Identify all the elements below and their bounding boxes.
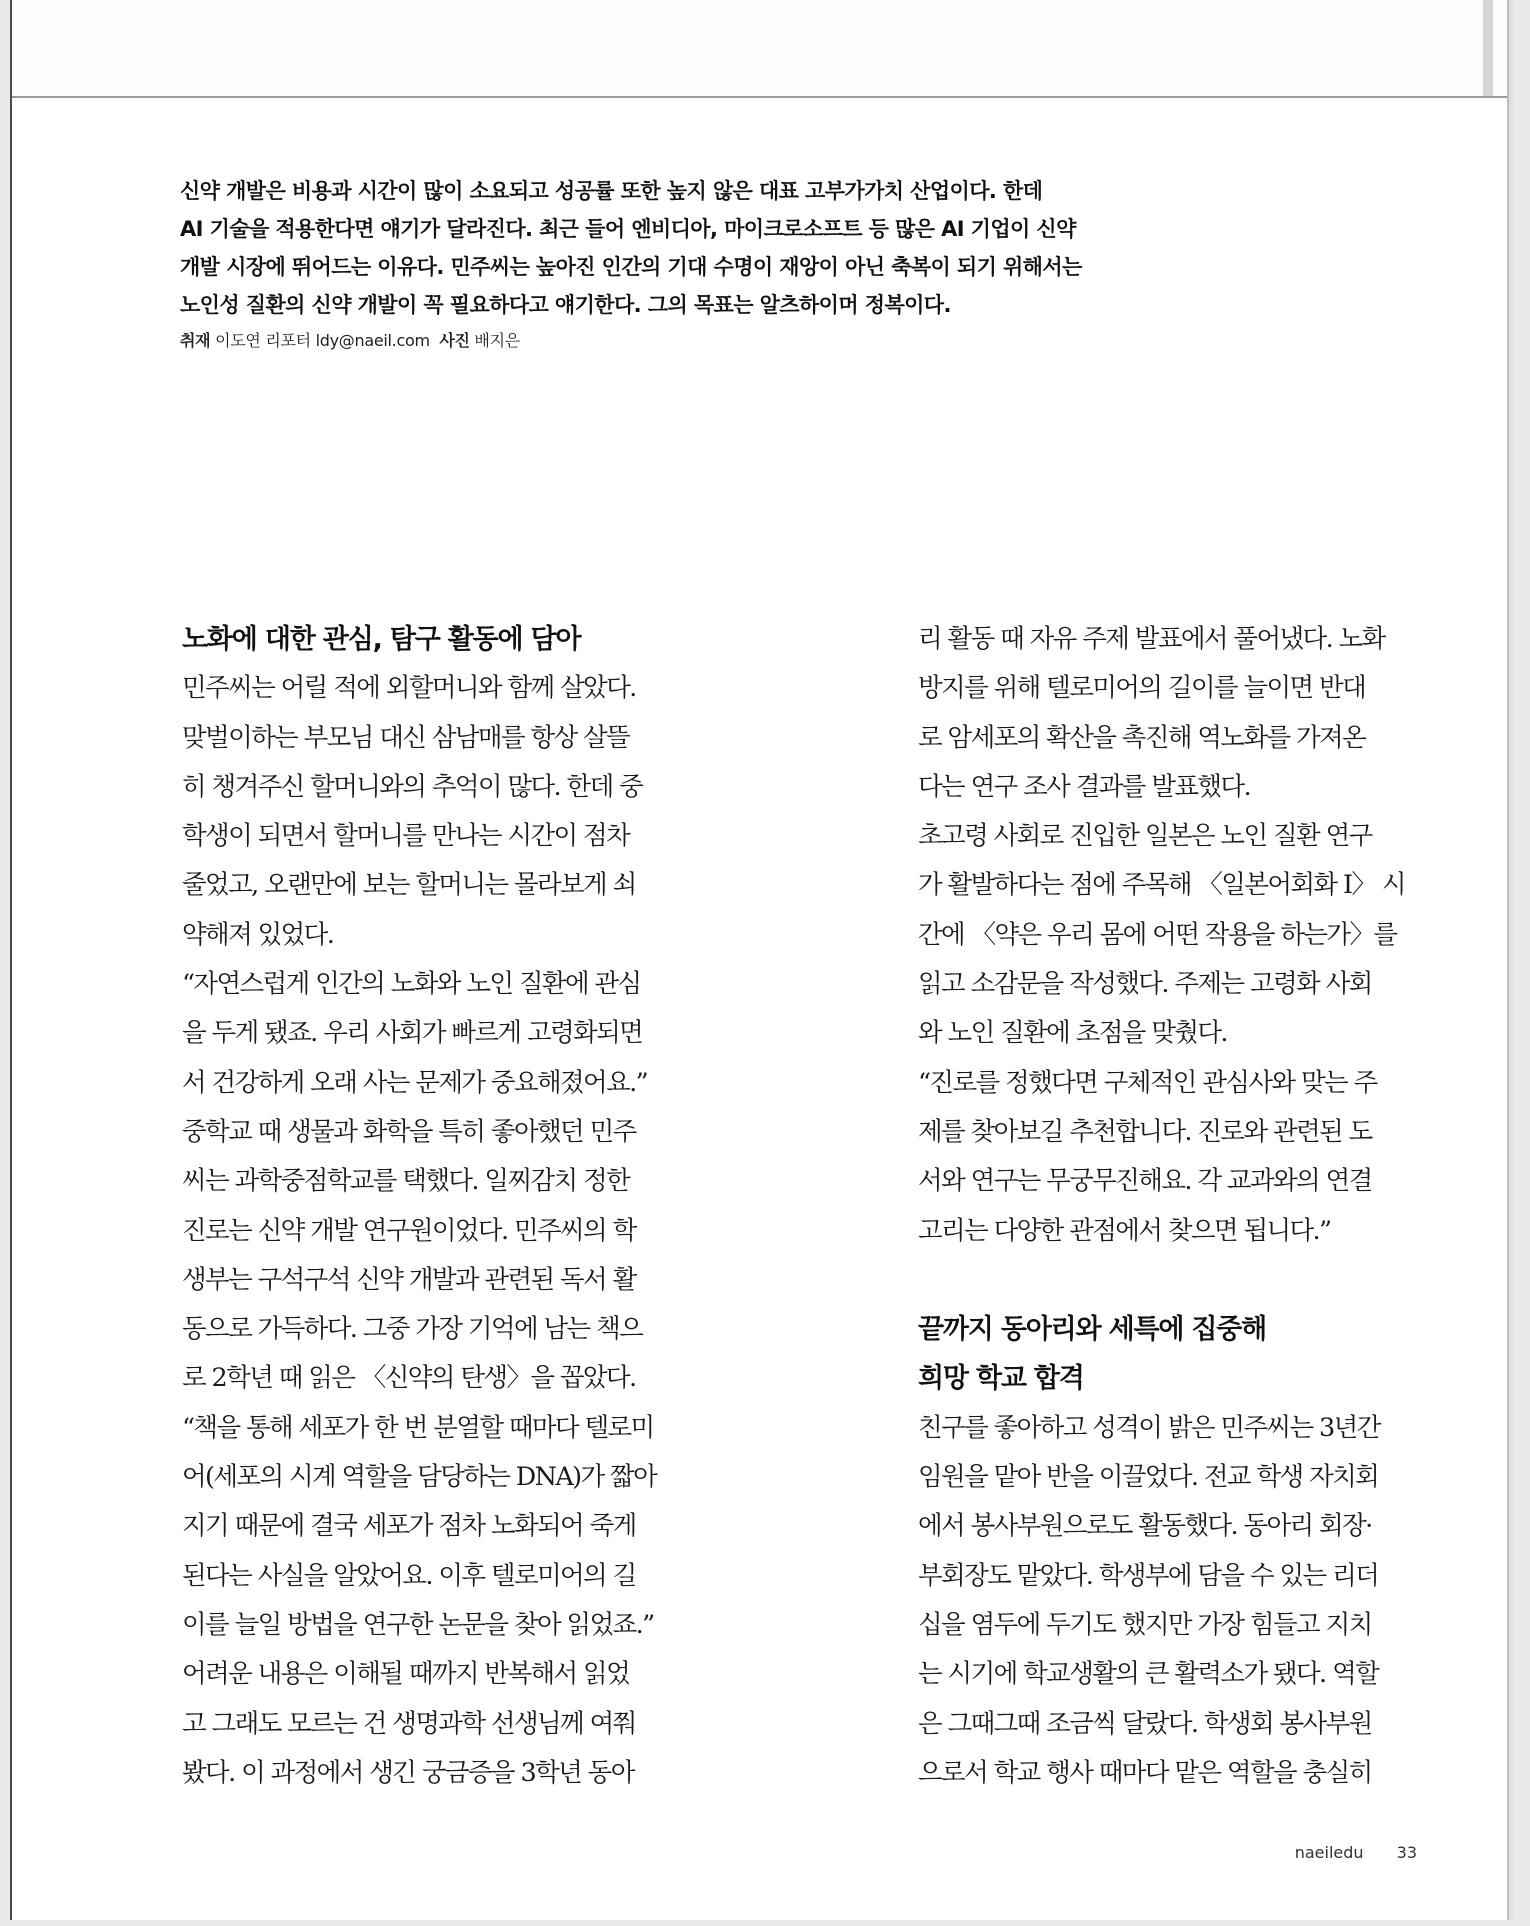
body-line: 읽고 소감문을 작성했다. 주제는 고령화 사회 <box>918 969 1372 1000</box>
credit-label-reporting: 취재 <box>180 331 211 350</box>
body-line: 부회장도 맡았다. 학생부에 담을 수 있는 리더 <box>918 1560 1379 1591</box>
body-line: 제를 찾아보길 추천합니다. 진로와 관련된 도 <box>918 1116 1372 1147</box>
body-line: 가 활발하다는 점에 주목해 〈일본어회화 I〉 시 <box>918 870 1405 901</box>
right-column <box>918 615 1458 1798</box>
byline-credit <box>180 328 520 351</box>
body-line: 히 챙겨주신 할머니와의 추억이 많다. 한데 중 <box>182 771 643 802</box>
body-line: 방지를 위해 텔로미어의 길이를 늘이면 반대 <box>918 673 1366 704</box>
body-line: 서 건강하게 오래 사는 문제가 중요해졌어요.” <box>182 1067 648 1098</box>
body-line: 친구를 좋아하고 성격이 밝은 민주씨는 3년간 <box>918 1412 1380 1443</box>
credit-reporter: 이도연 리포터 ldy@naeil.com <box>215 331 430 350</box>
body-line: 십을 염두에 두기도 했지만 가장 힘들고 지치 <box>918 1609 1372 1640</box>
body-line: 고리는 다양한 관점에서 찾으면 됩니다.” <box>918 1215 1331 1246</box>
lead-paragraph <box>180 172 1220 324</box>
lead-line: AI 기술을 적용한다면 얘기가 달라진다. 최근 들어 엔비디아, 마이크로소프트 등 많은 AI 기업이 신약 <box>180 217 1076 241</box>
body-line: 서와 연구는 무궁무진해요. 각 교과와의 연결 <box>918 1166 1372 1197</box>
footer-brand: naeiledu <box>1294 1843 1364 1862</box>
page-number: 33 <box>1396 1843 1417 1862</box>
body-line: 봤다. 이 과정에서 생긴 궁금증을 3학년 동아 <box>182 1757 634 1788</box>
body-line: 은 그때그때 조금씩 달랐다. 학생회 봉사부원 <box>918 1708 1372 1739</box>
body-line: 을 두게 됐죠. 우리 사회가 빠르게 고령화되면 <box>182 1018 643 1049</box>
page-edge-shadow <box>1483 0 1493 96</box>
body-line: 리 활동 때 자유 주제 발표에서 풀어냈다. 노화 <box>918 624 1385 654</box>
body-line: 약해져 있었다. <box>182 919 334 950</box>
lead-line: 신약 개발은 비용과 시간이 많이 소요되고 성공률 또한 높지 않은 대표 고부가가치 산업이다. 한데 <box>180 179 1043 203</box>
body-line: 로 암세포의 확산을 촉진해 역노화를 가져온 <box>918 722 1366 753</box>
body-line: 동으로 가득하다. 그중 가장 기억에 남는 책으 <box>182 1314 643 1345</box>
section-heading: 끝까지 동아리와 세특에 집중해 <box>918 1314 1267 1346</box>
body-line: 으로서 학교 행사 때마다 맡은 역할을 충실히 <box>918 1757 1372 1788</box>
body-line: 다는 연구 조사 결과를 발표했다. <box>918 771 1250 802</box>
body-line: 된다는 사실을 알았어요. 이후 텔로미어의 길 <box>182 1560 636 1591</box>
body-line: 초고령 사회로 진입한 일본은 노인 질환 연구 <box>918 821 1372 852</box>
body-line: “책을 통해 세포가 한 번 분열할 때마다 텔로미 <box>182 1412 654 1443</box>
body-line: 이를 늘일 방법을 연구한 논문을 찾아 읽었죠.” <box>182 1609 654 1640</box>
body-line: “진로를 정했다면 구체적인 관심사와 맞는 주 <box>918 1067 1377 1098</box>
body-line: 진로는 신약 개발 연구원이었다. 민주씨의 학 <box>182 1215 636 1246</box>
body-line: “자연스럽게 인간의 노화와 노인 질환에 관심 <box>182 969 641 1000</box>
page-footer <box>1295 1843 1417 1862</box>
body-line: 어(세포의 시계 역할을 담당하는 DNA)가 짧아 <box>182 1462 657 1493</box>
body-line: 생부는 구석구석 신약 개발과 관련된 독서 활 <box>182 1264 636 1295</box>
credit-photographer: 배지은 <box>474 331 520 350</box>
body-line: 는 시기에 학교생활의 큰 활력소가 됐다. 역할 <box>918 1659 1379 1690</box>
body-line: 맞벌이하는 부모님 대신 삼남매를 항상 살뜰 <box>182 722 630 753</box>
lead-line: 노인성 질환의 신약 개발이 꼭 필요하다고 얘기한다. 그의 목표는 알츠하이머 정복이다. <box>180 293 951 317</box>
lead-line: 개발 시장에 뛰어드는 이유다. 민주씨는 높아진 인간의 기대 수명이 재앙이 아닌 축복이 되기 위해서는 <box>180 255 1082 279</box>
body-line: 에서 봉사부원으로도 활동했다. 동아리 회장· <box>918 1511 1372 1542</box>
body-line: 임원을 맡아 반을 이끌었다. 전교 학생 자치회 <box>918 1462 1379 1493</box>
body-line: 지기 때문에 결국 세포가 점차 노화되어 죽게 <box>182 1511 636 1542</box>
body-line: 학생이 되면서 할머니를 만나는 시간이 점차 <box>182 821 630 852</box>
body-line: 줄었고, 오랜만에 보는 할머니는 몰라보게 쇠 <box>182 870 636 901</box>
body-line: 민주씨는 어릴 적에 외할머니와 함께 살았다. <box>182 673 636 704</box>
body-line: 씨는 과학중점학교를 택했다. 일찌감치 정한 <box>182 1166 630 1197</box>
body-line: 중학교 때 생물과 화학을 특히 좋아했던 민주 <box>182 1116 636 1147</box>
body-line: 와 노인 질환에 초점을 맞췄다. <box>918 1018 1227 1049</box>
body-line: 로 2학년 때 읽은 〈신약의 탄생〉을 꼽았다. <box>182 1363 636 1394</box>
paragraph-gap <box>918 1256 1458 1305</box>
body-line: 간에 〈약은 우리 몸에 어떤 작용을 하는가〉를 <box>918 919 1397 950</box>
left-column <box>182 615 722 1798</box>
top-margin-band <box>12 0 1507 98</box>
section-heading: 희망 학교 합격 <box>918 1363 1084 1395</box>
body-line: 어려운 내용은 이해될 때까지 반복해서 읽었 <box>182 1659 630 1690</box>
body-line: 고 그래도 모르는 건 생명과학 선생님께 여쭤 <box>182 1708 636 1739</box>
section-heading: 노화에 대한 관심, 탐구 활동에 담아 <box>182 624 581 655</box>
magazine-page <box>10 0 1507 1920</box>
credit-label-photo: 사진 <box>439 331 470 350</box>
